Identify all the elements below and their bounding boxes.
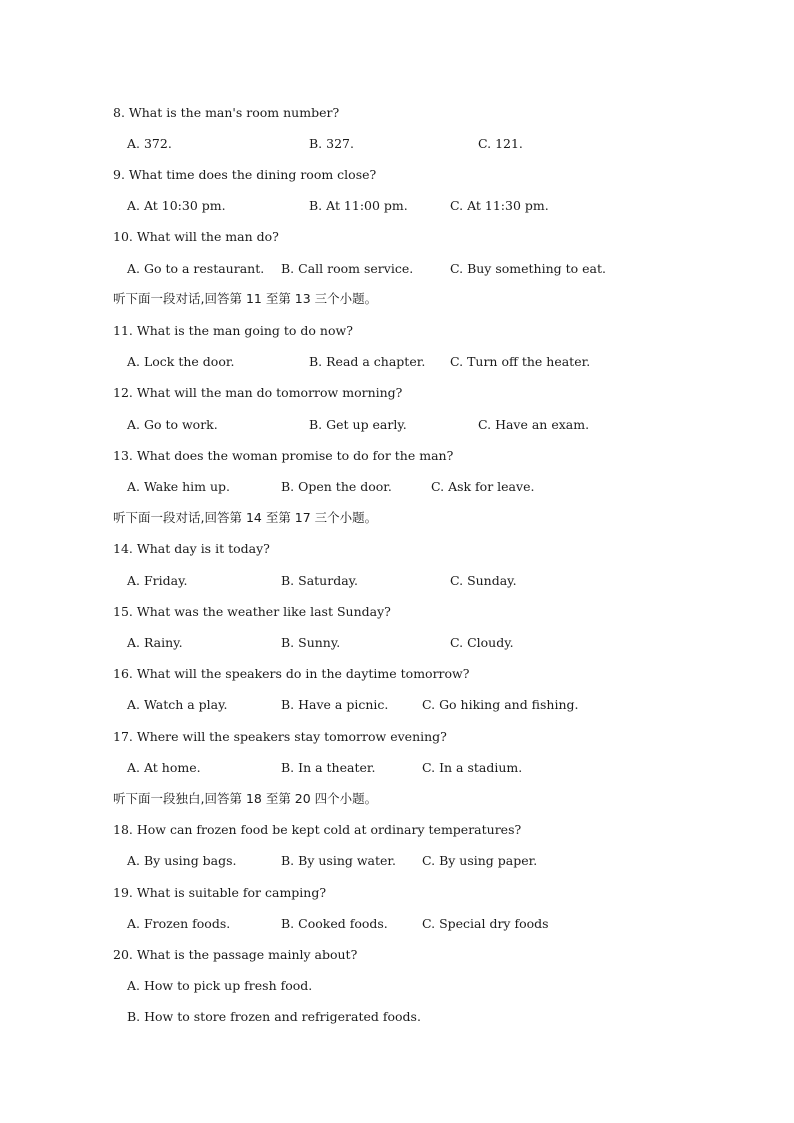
option-b: B. How to store frozen and refrigerated foods. bbox=[127, 1009, 421, 1024]
option-b: B. Read a chapter. bbox=[309, 354, 426, 369]
option-a: A. Go to a restaurant. bbox=[127, 261, 265, 276]
section-instruction: 听下面一段独白,回答第 18 至第 20 四个小题。 bbox=[113, 791, 378, 806]
question-stem: 12. What will the man do tomorrow morning? bbox=[113, 385, 403, 400]
question-stem: 16. What will the speakers do in the daytime tomorrow? bbox=[113, 666, 470, 681]
option-a: A. 372. bbox=[127, 136, 172, 151]
option-a: A. Lock the door. bbox=[127, 354, 235, 369]
option-b: B. At 11:00 pm. bbox=[309, 198, 408, 213]
option-c: C. Have an exam. bbox=[478, 417, 590, 432]
option-a: A. At home. bbox=[127, 760, 201, 775]
option-b: B. Open the door. bbox=[281, 479, 392, 494]
option-a: A. By using bags. bbox=[127, 853, 237, 868]
option-c: C. Sunday. bbox=[450, 573, 517, 588]
question-stem: 17. Where will the speakers stay tomorrow evening? bbox=[113, 729, 447, 744]
option-c: C. At 11:30 pm. bbox=[450, 198, 549, 213]
option-c: C. Go hiking and fishing. bbox=[422, 697, 579, 712]
option-a: A. Friday. bbox=[127, 573, 188, 588]
option-b: B. Cooked foods. bbox=[281, 916, 388, 931]
section-instruction: 听下面一段对话,回答第 14 至第 17 三个小题。 bbox=[113, 510, 378, 525]
question-stem: 8. What is the man's room number? bbox=[113, 105, 340, 120]
option-b: B. Sunny. bbox=[281, 635, 341, 650]
option-a: A. Wake him up. bbox=[127, 479, 231, 494]
option-c: C. 121. bbox=[478, 136, 523, 151]
option-b: B. Have a picnic. bbox=[281, 697, 389, 712]
question-stem: 10. What will the man do? bbox=[113, 229, 279, 244]
option-c: C. By using paper. bbox=[422, 853, 538, 868]
question-stem: 15. What was the weather like last Sunday? bbox=[113, 604, 391, 619]
option-b: B. Saturday. bbox=[281, 573, 359, 588]
option-b: B. In a theater. bbox=[281, 760, 376, 775]
option-c: C. Buy something to eat. bbox=[450, 261, 606, 276]
question-stem: 20. What is the passage mainly about? bbox=[113, 947, 358, 962]
option-b: B. Get up early. bbox=[309, 417, 407, 432]
section-instruction: 听下面一段对话,回答第 11 至第 13 三个小题。 bbox=[113, 291, 378, 306]
option-b: B. Call room service. bbox=[281, 261, 414, 276]
option-a: A. Frozen foods. bbox=[127, 916, 231, 931]
option-c: C. Cloudy. bbox=[450, 635, 514, 650]
question-stem: 14. What day is it today? bbox=[113, 541, 270, 556]
option-c: C. Ask for leave. bbox=[431, 479, 535, 494]
question-stem: 18. How can frozen food be kept cold at ordinary temperatures? bbox=[113, 822, 522, 837]
option-a: A. Rainy. bbox=[127, 635, 183, 650]
option-a: A. How to pick up fresh food. bbox=[127, 978, 313, 993]
question-stem: 13. What does the woman promise to do for the man? bbox=[113, 448, 454, 463]
option-c: C. In a stadium. bbox=[422, 760, 523, 775]
option-a: A. At 10:30 pm. bbox=[127, 198, 226, 213]
option-a: A. Go to work. bbox=[127, 417, 218, 432]
question-stem: 9. What time does the dining room close? bbox=[113, 167, 377, 182]
option-c: C. Turn off the heater. bbox=[450, 354, 591, 369]
option-a: A. Watch a play. bbox=[127, 697, 228, 712]
option-c: C. Special dry foods bbox=[422, 916, 549, 931]
question-stem: 19. What is suitable for camping? bbox=[113, 885, 327, 900]
question-stem: 11. What is the man going to do now? bbox=[113, 323, 353, 338]
option-b: B. By using water. bbox=[281, 853, 396, 868]
option-b: B. 327. bbox=[309, 136, 354, 151]
